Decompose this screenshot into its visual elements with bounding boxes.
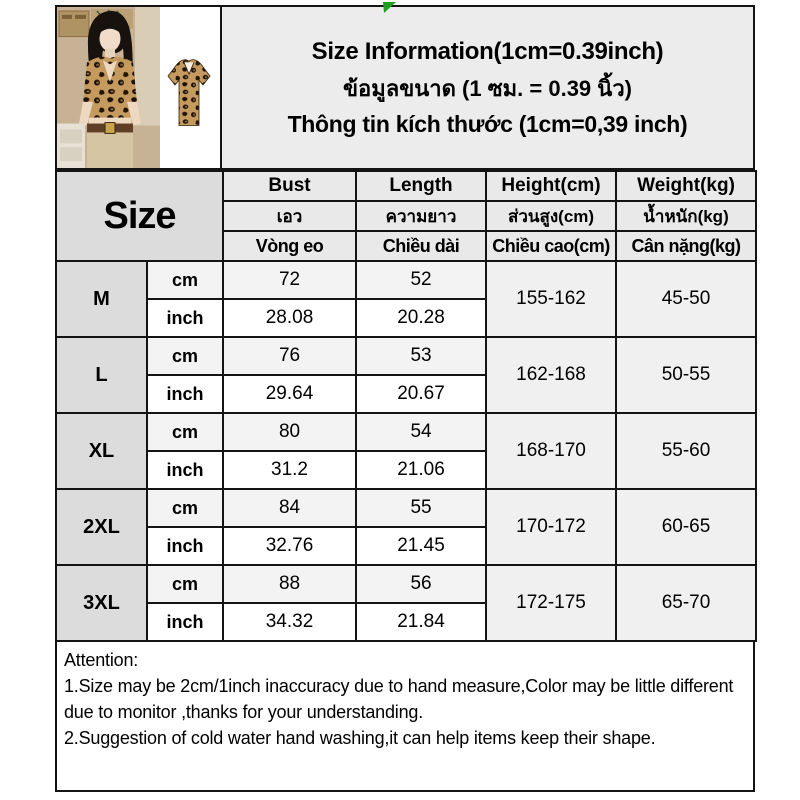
- size-header-cell: Size: [56, 171, 223, 261]
- title-box: [220, 5, 755, 170]
- col-header-weight-en: Weight(kg): [616, 171, 756, 201]
- length-cm-cell: 52: [356, 261, 486, 299]
- size-label-2xl: 2XL: [56, 489, 147, 565]
- size-label-l: L: [56, 337, 147, 413]
- attention-note-2: 2.Suggestion of cold water hand washing,it can help items keep their shape.: [64, 728, 656, 749]
- model-photo: [57, 7, 160, 168]
- title-vietnamese: Thông tin kích thước (1cm=0,39 inch): [287, 110, 688, 137]
- unit-cm-cell: cm: [147, 337, 223, 375]
- col-header-bust-vi: Vòng eo: [223, 231, 356, 261]
- title-thai: ข้อมูลขนาด (1 ซม. = 0.39 นิ้ว): [342, 75, 632, 101]
- attention-box: [55, 642, 755, 792]
- col-header-height-vi: Chiều cao(cm): [486, 231, 616, 261]
- unit-cm-cell: cm: [147, 413, 223, 451]
- col-header-height-th: ส่วนสูง(cm): [486, 201, 616, 231]
- unit-cm-cell: cm: [147, 489, 223, 527]
- unit-inch-cell: inch: [147, 527, 223, 565]
- size-table: [55, 170, 757, 642]
- bust-inch-cell: 31.2: [223, 451, 356, 489]
- unit-cm-cell: cm: [147, 565, 223, 603]
- content-area: [55, 5, 755, 792]
- title-english: Size Information(1cm=0.39inch): [311, 37, 664, 65]
- weight-range-cell: 45-50: [616, 261, 756, 337]
- unit-inch-cell: inch: [147, 603, 223, 641]
- col-header-weight-th: น้ำหนัก(kg): [616, 201, 756, 231]
- bust-cm-cell: 88: [223, 565, 356, 603]
- bust-inch-cell: 29.64: [223, 375, 356, 413]
- length-inch-cell: 20.67: [356, 375, 486, 413]
- length-cm-cell: 55: [356, 489, 486, 527]
- col-header-weight-vi: Cân nặng(kg): [616, 231, 756, 261]
- col-header-length-en: Length: [356, 171, 486, 201]
- bust-inch-cell: 34.32: [223, 603, 356, 641]
- col-header-length-th: ความยาว: [356, 201, 486, 231]
- size-label-xl: XL: [56, 413, 147, 489]
- attention-heading: Attention:: [64, 650, 139, 670]
- col-header-height-en: Height(cm): [486, 171, 616, 201]
- bust-cm-cell: 72: [223, 261, 356, 299]
- length-cm-cell: 53: [356, 337, 486, 375]
- size-label-3xl: 3XL: [56, 565, 147, 641]
- height-range-cell: 172-175: [486, 565, 616, 641]
- weight-range-cell: 50-55: [616, 337, 756, 413]
- height-range-cell: 168-170: [486, 413, 616, 489]
- col-header-bust-th: เอว: [223, 201, 356, 231]
- weight-range-cell: 55-60: [616, 413, 756, 489]
- unit-inch-cell: inch: [147, 451, 223, 489]
- unit-inch-cell: inch: [147, 299, 223, 337]
- unit-inch-cell: inch: [147, 375, 223, 413]
- size-label-m: M: [56, 261, 147, 337]
- height-range-cell: 170-172: [486, 489, 616, 565]
- length-cm-cell: 54: [356, 413, 486, 451]
- bust-inch-cell: 32.76: [223, 527, 356, 565]
- col-header-bust-en: Bust: [223, 171, 356, 201]
- height-range-cell: 162-168: [486, 337, 616, 413]
- weight-range-cell: 60-65: [616, 489, 756, 565]
- length-inch-cell: 21.45: [356, 527, 486, 565]
- col-header-length-vi: Chiều dài: [356, 231, 486, 261]
- attention-note-1: 1.Size may be 2cm/1inch inaccuracy due to hand measure,Color may be little different due to monitor ,thanks for your understanding.: [64, 676, 734, 723]
- length-inch-cell: 21.84: [356, 603, 486, 641]
- product-photo: [160, 7, 218, 168]
- length-cm-cell: 56: [356, 565, 486, 603]
- length-inch-cell: 20.28: [356, 299, 486, 337]
- corner-marker-icon: [383, 2, 396, 13]
- bust-cm-cell: 76: [223, 337, 356, 375]
- unit-cm-cell: cm: [147, 261, 223, 299]
- length-inch-cell: 21.06: [356, 451, 486, 489]
- product-photos: [55, 5, 220, 170]
- weight-range-cell: 65-70: [616, 565, 756, 641]
- top-row: [55, 5, 755, 170]
- bust-inch-cell: 28.08: [223, 299, 356, 337]
- height-range-cell: 155-162: [486, 261, 616, 337]
- bust-cm-cell: 84: [223, 489, 356, 527]
- bust-cm-cell: 80: [223, 413, 356, 451]
